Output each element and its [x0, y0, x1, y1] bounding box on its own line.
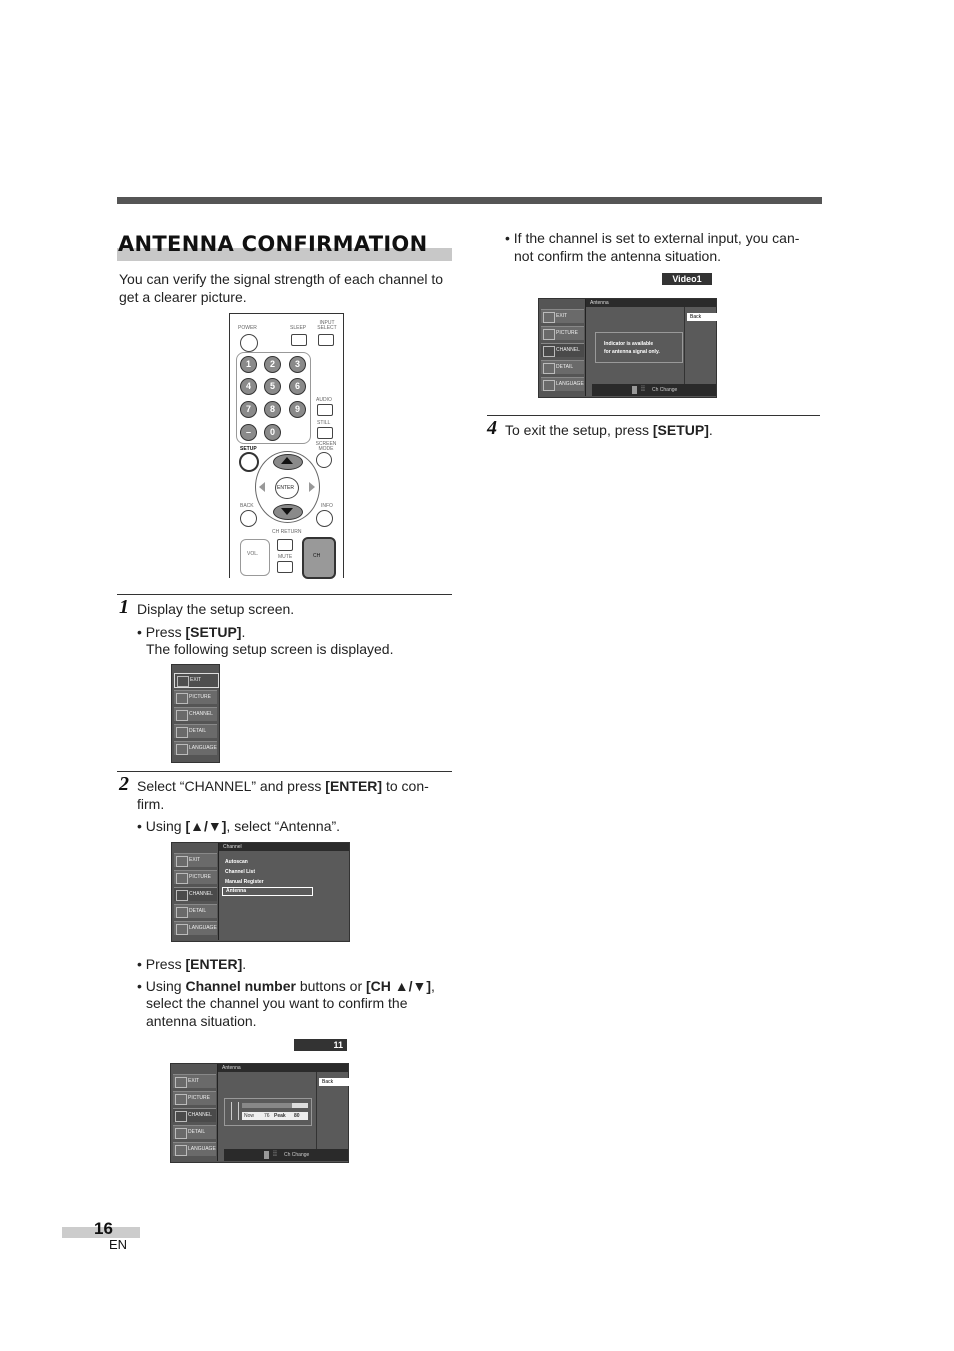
antenna-screen: [170, 1063, 349, 1163]
message-line1: Indicator is available: [604, 341, 654, 347]
page-title: ANTENNA CONFIRMATION: [118, 232, 428, 256]
digit-dash: –: [240, 424, 257, 441]
setup-label: SETUP: [240, 446, 257, 452]
channel-icon: [543, 346, 555, 357]
step1-sub: The following setup screen is displayed.: [146, 641, 394, 657]
channel-icon: [176, 710, 188, 721]
info-button: [316, 510, 333, 527]
detail-icon: [175, 1128, 187, 1139]
antenna-panel: [217, 1064, 348, 1161]
menu-item-language: LANGUAGE: [174, 741, 217, 755]
menu-item-exit: EXIT: [541, 309, 584, 323]
power-button: [240, 334, 258, 352]
ch-change-label: Ch Change: [284, 1152, 310, 1158]
back-button: Back: [319, 1078, 350, 1086]
now-value: 76: [264, 1113, 270, 1119]
menu-item-exit: EXIT: [174, 673, 219, 688]
menu-item-detail: DETAIL: [541, 360, 584, 374]
menu-item-language: LANGUAGE: [541, 377, 584, 391]
setup-menu-screen: [171, 664, 220, 763]
exit-icon: [175, 1077, 187, 1088]
peak-value: 80: [294, 1113, 300, 1119]
channel-icon: [175, 1111, 187, 1122]
menu-item-picture: PICTURE: [174, 870, 217, 884]
signal-bar-fill: [242, 1103, 292, 1108]
digit-7: 7: [240, 401, 257, 418]
digit-5: 5: [264, 378, 281, 395]
still-label: STILL: [317, 420, 331, 426]
digit-0: 0: [264, 424, 281, 441]
menu-item-picture: PICTURE: [174, 690, 217, 704]
digit-4: 4: [240, 378, 257, 395]
step2-rule: [117, 771, 452, 772]
digit-8: 8: [264, 401, 281, 418]
channel-item-autoscan: Autoscan: [225, 859, 248, 865]
menu-item-picture: PICTURE: [541, 326, 584, 340]
input-name-display: Video1: [662, 273, 712, 285]
step2-number: 2: [119, 773, 129, 795]
left-arrow-icon: [259, 482, 265, 492]
language-icon: [543, 380, 555, 391]
digit-1: 1: [240, 356, 257, 373]
ch-return-label: CH RETURN: [272, 529, 302, 535]
message-line2: for antenna signal only.: [604, 349, 660, 355]
now-label: Now: [244, 1113, 255, 1119]
language-icon: [175, 1145, 187, 1156]
intro-text: You can verify the signal strength of each channel to get a clearer picture.: [119, 271, 444, 305]
language-icon: [176, 924, 188, 935]
back-button: Back: [687, 313, 718, 321]
still-button: [317, 427, 333, 439]
digit-2: 2: [264, 356, 281, 373]
channel-item-antenna: Antenna: [222, 887, 313, 896]
menu-item-detail: DETAIL: [174, 904, 217, 918]
step4-text: To exit the setup, press [SETUP].: [505, 422, 713, 438]
remote-control-illustration: [229, 313, 344, 578]
audio-label: AUDIO: [316, 397, 332, 403]
detail-icon: [543, 363, 555, 374]
step1-text: Display the setup screen.: [137, 601, 295, 617]
mute-button: [277, 561, 293, 573]
menu-item-channel: CHANNEL: [541, 343, 584, 357]
antenna-panel-header: Antenna: [218, 1064, 348, 1072]
step2-press-enter: • Press [ENTER].: [137, 956, 247, 972]
menu-item-channel: CHANNEL: [174, 707, 217, 721]
step2-using-line3: antenna situation.: [146, 1013, 257, 1029]
digit-9: 9: [289, 401, 306, 418]
enter-label: ENTER: [277, 485, 294, 491]
remote-icon: [264, 1151, 269, 1159]
step4-rule: [487, 415, 820, 416]
ch-label: CH: [313, 553, 321, 559]
step2-using-line2: select the channel you want to confirm the: [146, 995, 408, 1011]
note-line2: not confirm the antenna situation.: [514, 248, 722, 264]
external-input-screen: [538, 298, 717, 398]
digit-3: 3: [289, 356, 306, 373]
setup-button: [239, 452, 259, 472]
menu-item-exit: EXIT: [174, 853, 217, 867]
numpad-icon: ⁞⁞: [641, 386, 645, 393]
picture-icon: [176, 873, 188, 884]
menu-item-channel: CHANNEL: [173, 1108, 216, 1122]
top-rule: [117, 197, 822, 204]
step1-number: 1: [119, 596, 129, 618]
menu-item-detail: DETAIL: [173, 1125, 216, 1139]
panel-footer: [224, 1149, 348, 1161]
peak-label: Peak: [274, 1113, 286, 1119]
remote-icon: [632, 386, 637, 394]
language-icon: [176, 744, 188, 755]
page-number: 16: [94, 1219, 113, 1238]
input-select-label: INPUT SELECT: [317, 320, 337, 331]
down-arrow-icon: [281, 508, 293, 515]
signal-bar-track: [242, 1103, 308, 1108]
back-label: BACK: [240, 503, 254, 509]
channel-panel-header: Channel: [219, 843, 349, 851]
channel-number-display: 11: [294, 1039, 347, 1051]
exit-icon: [543, 312, 555, 323]
channel-icon: [176, 890, 188, 901]
vol-label: VOL.: [247, 551, 259, 557]
sleep-button: [291, 334, 307, 346]
message-box: [595, 332, 683, 363]
panel-divider: [684, 307, 685, 384]
mute-label: MUTE: [278, 554, 293, 560]
antenna-panel-header: Antenna: [586, 299, 716, 307]
step4-number: 4: [487, 417, 497, 439]
screen-mode-button: [316, 452, 332, 468]
step2-line2: firm.: [137, 796, 165, 812]
panel-divider: [316, 1072, 317, 1149]
step2-bullet: • Using [▲/▼], select “Antenna”.: [137, 818, 341, 834]
panel-footer: [592, 384, 716, 396]
up-arrow-icon: [281, 457, 293, 464]
language-code: EN: [109, 1237, 128, 1252]
detail-icon: [176, 727, 188, 738]
step2-using-line1: • Using Channel number buttons or [CH ▲/▼],: [137, 978, 435, 994]
signal-meter-box: [224, 1098, 312, 1126]
input-select-button: [318, 334, 334, 346]
menu-item-detail: DETAIL: [174, 724, 217, 738]
signal-readout: [242, 1112, 308, 1120]
detail-icon: [176, 907, 188, 918]
note-line1: • If the channel is set to external input, you can-: [505, 230, 800, 246]
step1-bullet: • Press [SETUP].: [137, 624, 246, 640]
sleep-label: SLEEP: [290, 325, 307, 331]
right-arrow-icon: [309, 482, 315, 492]
step1-rule: [117, 594, 452, 595]
channel-menu-screen: [171, 842, 350, 942]
audio-button: [317, 404, 333, 416]
picture-icon: [543, 329, 555, 340]
ch-change-label: Ch Change: [652, 387, 678, 393]
numpad-icon: ⁞⁞: [273, 1151, 277, 1158]
volume-rocker: [240, 539, 270, 576]
channel-panel: [218, 843, 349, 940]
power-label: POWER: [238, 325, 257, 331]
info-label: INFO: [321, 503, 333, 509]
picture-icon: [176, 693, 188, 704]
menu-item-exit: EXIT: [173, 1074, 216, 1088]
menu-item-language: LANGUAGE: [173, 1142, 216, 1156]
menu-item-picture: PICTURE: [173, 1091, 216, 1105]
exit-icon: [176, 856, 188, 867]
antenna-tower-icon: [231, 1102, 239, 1120]
channel-item-manual: Manual Register: [225, 879, 264, 885]
back-button: [240, 510, 257, 527]
menu-item-language: LANGUAGE: [174, 921, 217, 935]
menu-item-channel: CHANNEL: [174, 887, 217, 901]
antenna-panel: [585, 299, 716, 396]
screen-mode-label: SCREEN MODE: [315, 441, 337, 452]
ch-return-button: [277, 539, 293, 551]
digit-6: 6: [289, 378, 306, 395]
exit-icon: [177, 676, 189, 687]
step2-line1: Select “CHANNEL” and press [ENTER] to con-: [137, 778, 429, 794]
picture-icon: [175, 1094, 187, 1105]
channel-item-list: Channel List: [225, 869, 256, 875]
